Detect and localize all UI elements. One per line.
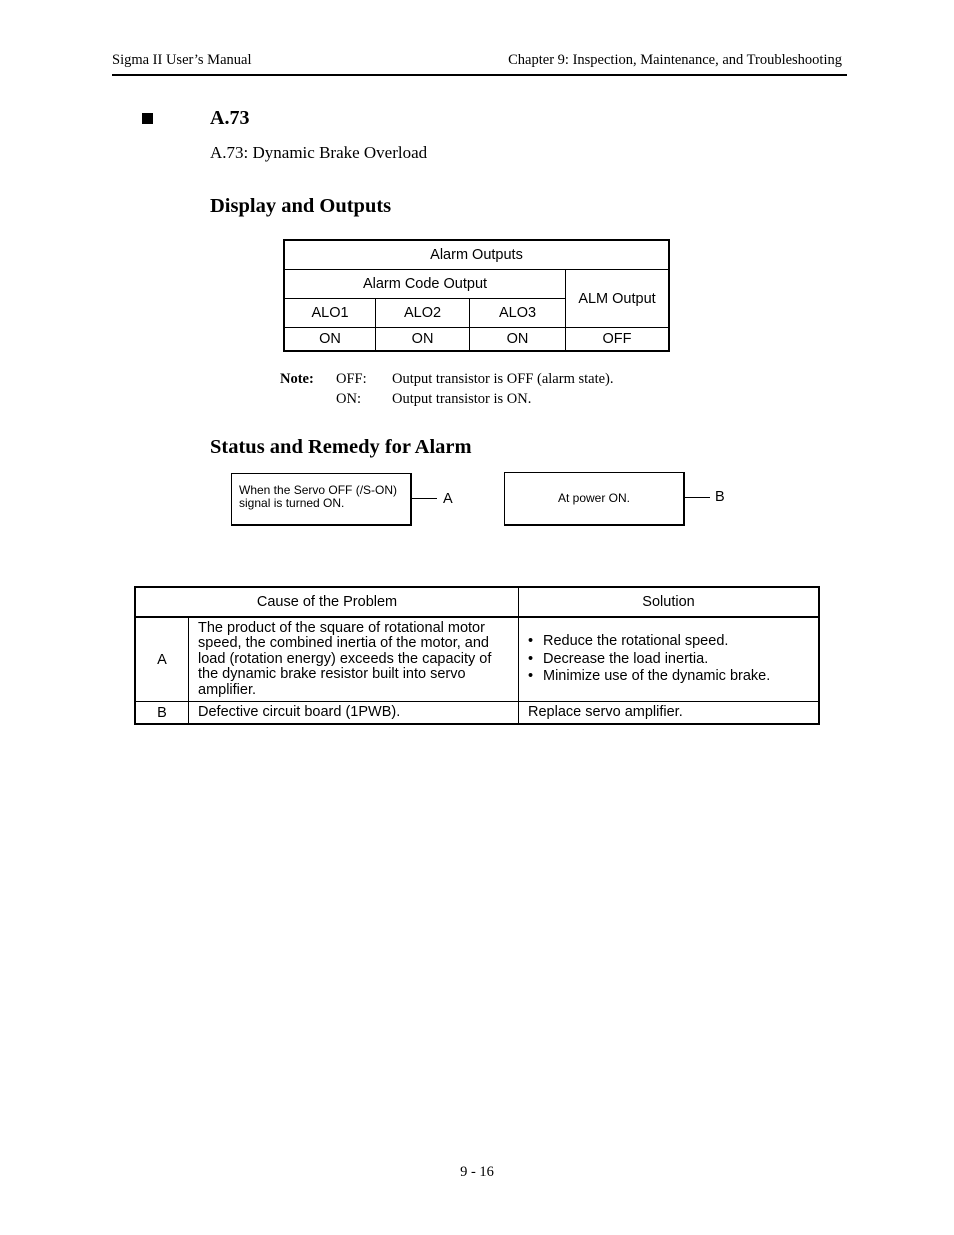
square-bullet-icon [142, 113, 153, 124]
table-row [135, 617, 819, 702]
note-label: Note: [280, 371, 314, 387]
cause-text-a: The product of the square of rotational motor speed, the combined inertia of the motor, and load (rotation energy) exceeds the capacity of the dynamic brake resistor built into servo amplifier. [189, 617, 519, 702]
condition-text-a: When the Servo OFF (/S-ON) signal is turned ON. [239, 483, 398, 510]
alarm-code-output-header: Alarm Code Output [284, 270, 566, 299]
condition-label-a: A [443, 491, 453, 507]
cause-solution-table [134, 586, 820, 725]
page-number: 9 - 16 [460, 1164, 494, 1180]
note-key-off: OFF: [336, 371, 367, 387]
alarm-outputs-table [283, 239, 670, 352]
condition-box-b [504, 472, 685, 526]
note-row-on [336, 390, 531, 410]
condition-label-b: B [715, 489, 725, 505]
note-text-on: Output transistor is ON. [392, 390, 532, 407]
solution-text-b: Replace servo amplifier. [519, 702, 820, 725]
note-row-off [336, 370, 614, 390]
solution-cell-a [519, 617, 820, 702]
table-row [135, 702, 819, 725]
cause-column-header: Cause of the Problem [135, 587, 519, 617]
alm-output-header: ALM Output [566, 270, 669, 328]
solution-item: • Reduce the rotational speed. [528, 633, 818, 651]
display-outputs-heading: Display and Outputs [210, 195, 392, 217]
alo1-value: ON [284, 328, 376, 352]
alo2-header: ALO2 [376, 299, 470, 328]
alo1-header: ALO1 [284, 299, 376, 328]
row-id-a: A [135, 617, 189, 702]
status-remedy-heading: Status and Remedy for Alarm [210, 436, 472, 458]
alm-output-value: OFF [566, 328, 669, 352]
solution-item: • Minimize use of the dynamic brake. [528, 668, 818, 686]
row-id-b: B [135, 702, 189, 725]
solution-column-header: Solution [519, 587, 820, 617]
alo3-header: ALO3 [470, 299, 566, 328]
connector-line-a [411, 498, 437, 499]
manual-title: Sigma II User’s Manual [112, 52, 252, 68]
note-text-off: Output transistor is OFF (alarm state). [392, 371, 614, 387]
note-key-on: ON: [336, 390, 361, 407]
connector-line-b [684, 497, 710, 498]
solution-list-a [528, 633, 818, 686]
alarm-description: A.73: Dynamic Brake Overload [210, 143, 428, 162]
condition-text-b: At power ON. [557, 491, 631, 505]
condition-box-a [231, 473, 412, 526]
chapter-title: Chapter 9: Inspection, Maintenance, and Troubleshooting [508, 52, 842, 68]
cause-text-b: Defective circuit board (1PWB). [189, 702, 519, 725]
alo3-value: ON [470, 328, 566, 352]
alarm-outputs-title: Alarm Outputs [284, 240, 669, 270]
alo2-value: ON [376, 328, 470, 352]
header-divider [112, 74, 847, 76]
section-code: A.73 [210, 107, 250, 129]
solution-item: • Decrease the load inertia. [528, 651, 818, 669]
